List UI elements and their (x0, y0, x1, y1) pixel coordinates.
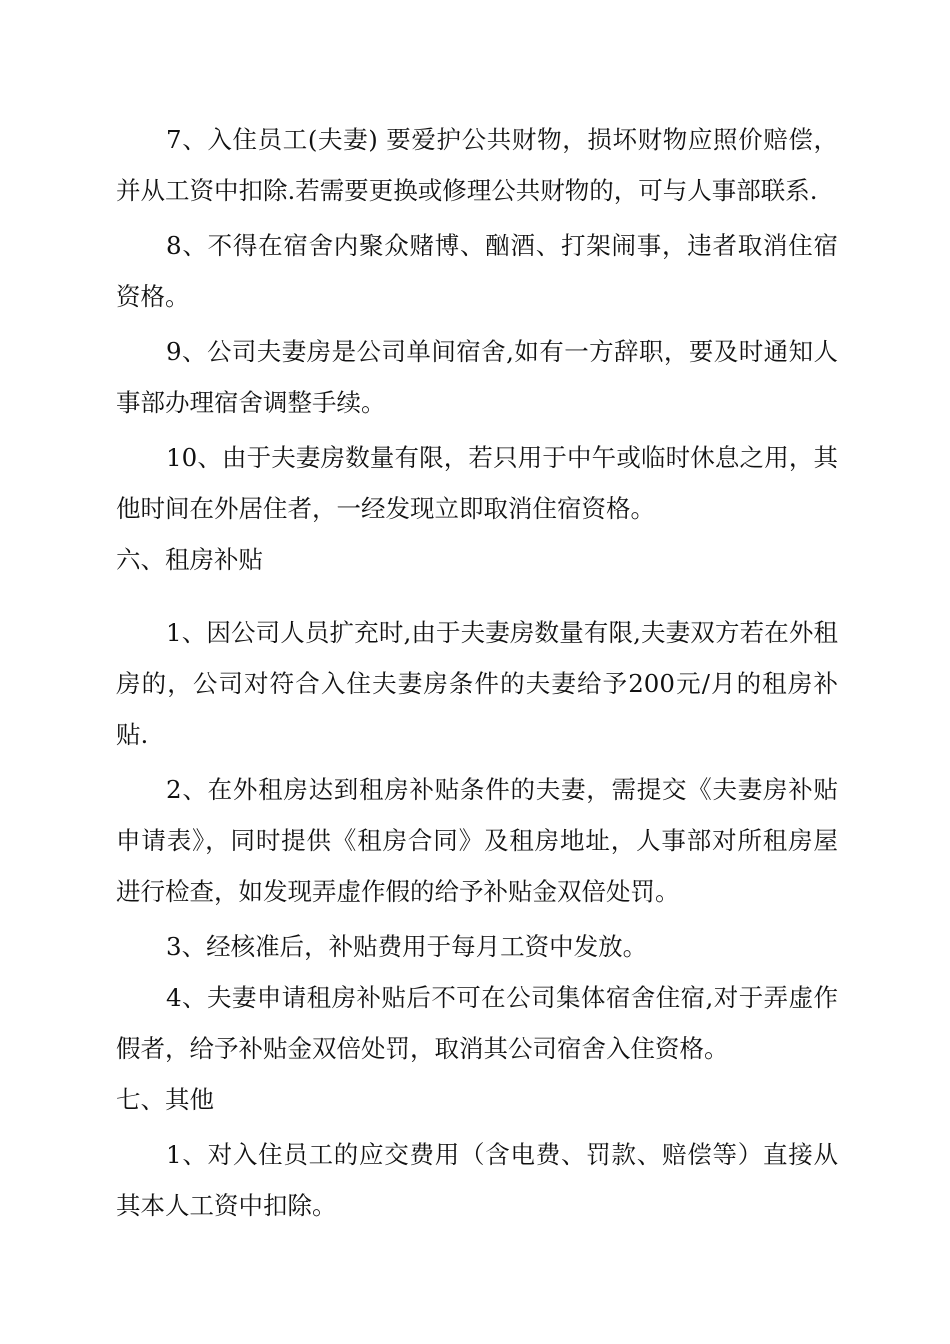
paragraph-item-10: 10、由于夫妻房数量有限，若只用于中午或临时休息之用，其他时间在外居住者，一经发现立即取消住宿资格。 (116, 443, 838, 523)
paragraph-item-8: 8、不得在宿舍内聚众赌博、酗酒、打架闹事，违者取消住宿资格。 (116, 231, 838, 311)
paragraph-item-7: 7、入住员工(夫妻) 要爱护公共财物，损坏财物应照价赔偿，并从工资中扣除.若需要更换或修理公共财物的，可与人事部联系. (116, 125, 838, 205)
section-heading-rental-subsidy: 六、租房补贴 (116, 545, 263, 574)
other-item-1: 1、对入住员工的应交费用（含电费、罚款、赔偿等）直接从其本人工资中扣除。 (116, 1140, 838, 1220)
rental-subsidy-item-2: 2、在外租房达到租房补贴条件的夫妻，需提交《夫妻房补贴申请表》，同时提供《租房合同》及租房地址，人事部对所租房屋进行检查，如发现弄虚作假的给予补贴金双倍处罚。 (116, 775, 838, 906)
rental-subsidy-item-1: 1、因公司人员扩充时,由于夫妻房数量有限,夫妻双方若在外租房的，公司对符合入住夫妻房条件的夫妻给予200元/月的租房补贴. (116, 618, 838, 749)
section-heading-other: 七、其他 (116, 1085, 214, 1114)
rental-subsidy-item-4: 4、夫妻申请租房补贴后不可在公司集体宿舍住宿,对于弄虚作假者，给予补贴金双倍处罚，取消其公司宿舍入住资格。 (116, 983, 838, 1063)
rental-subsidy-item-3: 3、经核准后，补贴费用于每月工资中发放。 (166, 932, 648, 961)
document-page (116, 114, 838, 1231)
paragraph-item-9: 9、公司夫妻房是公司单间宿舍,如有一方辞职，要及时通知人事部办理宿舍调整手续。 (116, 337, 838, 417)
